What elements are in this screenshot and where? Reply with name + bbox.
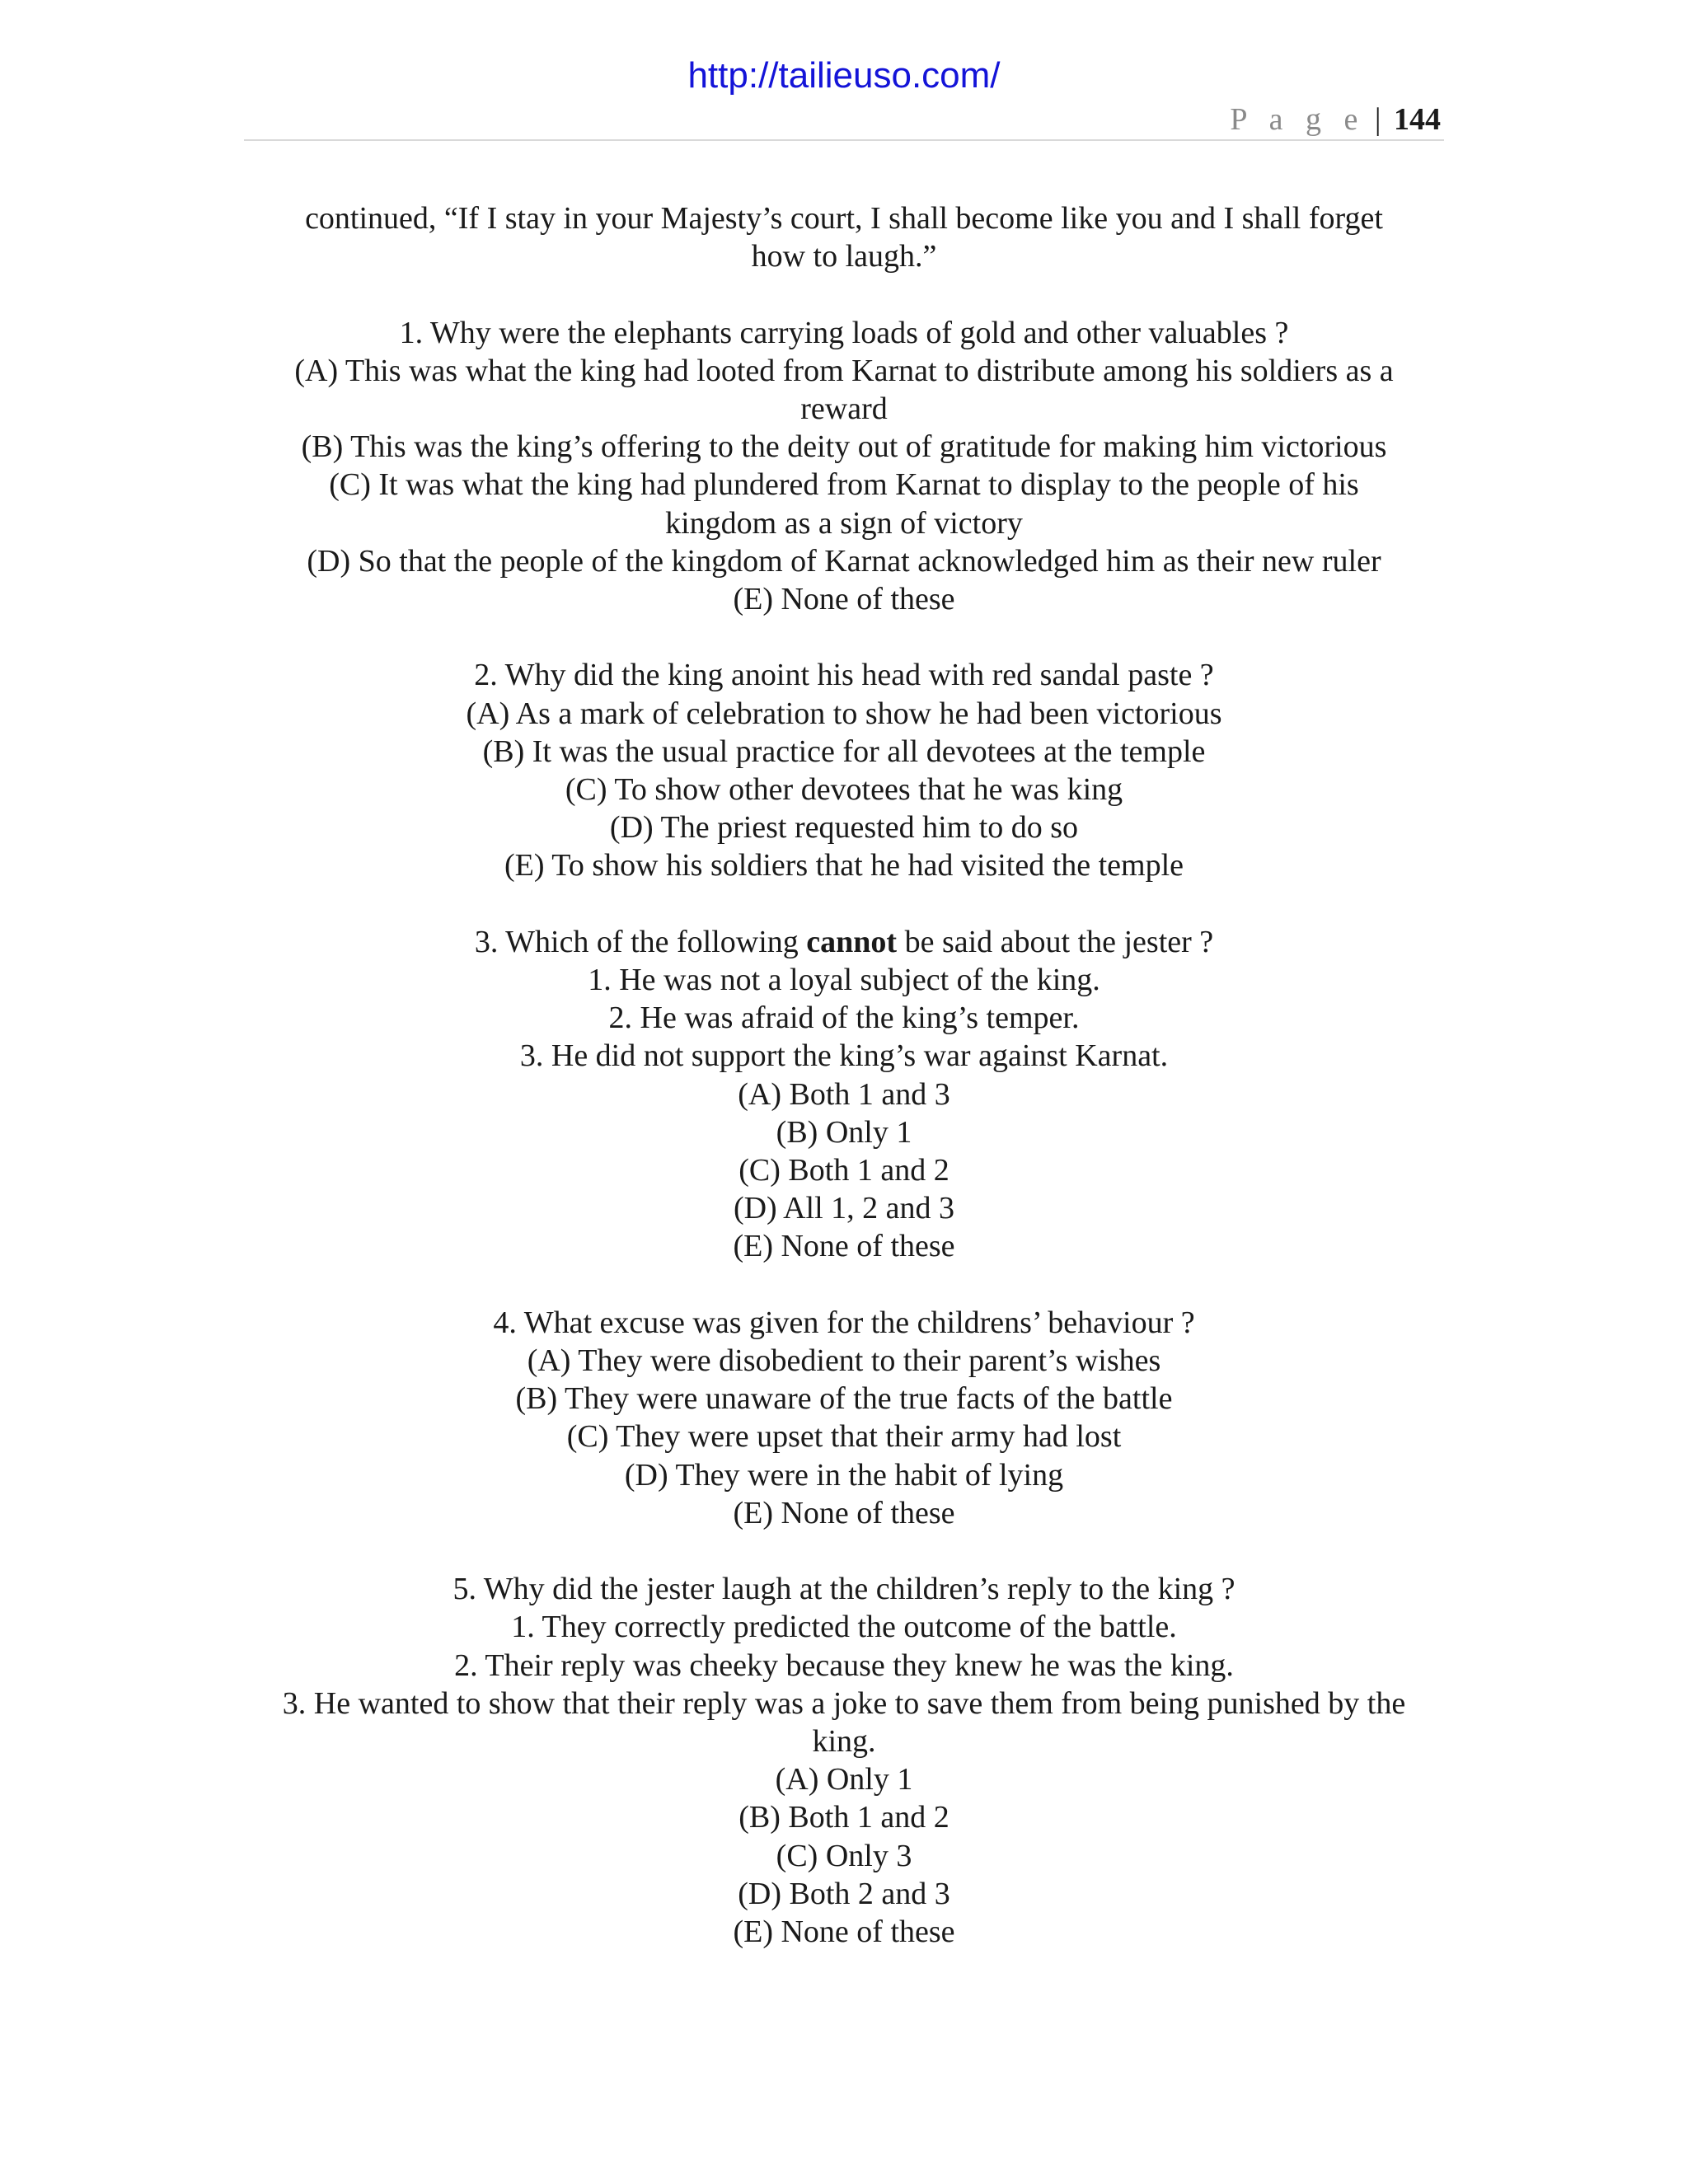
question-prompt: 2. Why did the king anoint his head with red sandal paste ? — [474, 658, 1214, 693]
question-line: (D) They were in the habit of lying — [624, 1457, 1064, 1493]
question-line: (E) None of these — [733, 582, 955, 617]
question-line: (B) This was the king’s offering to the deity out of gratitude for making him victorious — [301, 429, 1387, 465]
page-word: P a g e — [1230, 102, 1366, 137]
question-line: (E) None of these — [733, 1495, 955, 1530]
question-line: 2. He was afraid of the king’s temper. — [608, 1001, 1080, 1036]
question-line: (B) Both 1 and 2 — [738, 1800, 950, 1835]
question-prompt: 4. What excuse was given for the childrens’ behaviour ? — [493, 1305, 1195, 1340]
page-number: 144 — [1394, 102, 1441, 137]
question-line: king. — [812, 1724, 876, 1760]
question-3 — [239, 923, 1449, 1266]
question-prompt: 5. Why did the jester laugh at the children’s reply to the king ? — [452, 1572, 1236, 1607]
question-line: reward — [800, 391, 888, 426]
question-line: (E) None of these — [733, 1229, 955, 1264]
question-line: (D) So that the people of the kingdom of Karnat acknowledged him as their new ruler — [307, 543, 1381, 579]
question-line: (A) This was what the king had looted from Karnat to distribute among his soldiers as a — [294, 353, 1394, 388]
question-line: (D) Both 2 and 3 — [738, 1876, 950, 1911]
question-line: (A) Both 1 and 3 — [738, 1076, 950, 1112]
question-line: 3. He wanted to show that their reply was a joke to save them from being punished by the — [282, 1685, 1406, 1721]
header-divider — [244, 139, 1444, 141]
page-separator: | — [1374, 102, 1381, 137]
intro-line: continued, “If I stay in your Majesty’s court, I shall become like you and I shall forget — [305, 201, 1383, 236]
prompt-text: 3. Which of the following — [474, 924, 807, 959]
intro-line: how to laugh.” — [751, 239, 937, 274]
question-line: (E) None of these — [733, 1915, 955, 1950]
question-line: (D) The priest requested him to do so — [609, 810, 1079, 846]
page-number-label — [1230, 99, 1441, 140]
prompt-emphasis: cannot — [806, 924, 898, 959]
question-2 — [239, 656, 1449, 884]
question-line: (C) It was what the king had plundered from Karnat to display to the people of his — [329, 467, 1359, 503]
question-line: (E) To show his soldiers that he had visited the temple — [504, 848, 1184, 883]
question-prompt: 1. Why were the elephants carrying loads of gold and other valuables ? — [399, 315, 1289, 350]
prompt-text: be said about the jester ? — [897, 924, 1214, 959]
question-line: 1. He was not a loyal subject of the king. — [588, 963, 1100, 998]
question-line: (A) They were disobedient to their parent’s wishes — [527, 1343, 1161, 1379]
question-4 — [239, 1304, 1449, 1532]
question-5 — [239, 1570, 1449, 1951]
question-line: (B) It was the usual practice for all devotees at the temple — [482, 733, 1206, 769]
question-line: (A) Only 1 — [775, 1762, 913, 1797]
question-line: (D) All 1, 2 and 3 — [733, 1191, 955, 1226]
question-line: 1. They correctly predicted the outcome of the battle. — [511, 1610, 1177, 1645]
question-line: (B) Only 1 — [776, 1114, 912, 1150]
question-line: 3. He did not support the king’s war against Karnat. — [519, 1038, 1169, 1074]
header-url-link[interactable]: http://tailieuso.com/ — [687, 55, 1001, 96]
question-prompt — [239, 923, 1449, 961]
question-line: (C) They were upset that their army had lost — [566, 1419, 1122, 1455]
question-line: (C) To show other devotees that he was king — [565, 772, 1123, 808]
intro-paragraph — [239, 199, 1449, 275]
question-line: (B) They were unaware of the true facts of the battle — [515, 1381, 1173, 1417]
question-line: (C) Only 3 — [776, 1838, 912, 1873]
question-line: (A) As a mark of celebration to show he had been victorious — [466, 696, 1222, 731]
question-line: 2. Their reply was cheeky because they knew he was the king. — [454, 1647, 1234, 1683]
question-line: (C) Both 1 and 2 — [738, 1153, 950, 1188]
page-content — [239, 199, 1449, 1951]
question-1 — [239, 314, 1449, 619]
question-line: kingdom as a sign of victory — [665, 505, 1023, 541]
